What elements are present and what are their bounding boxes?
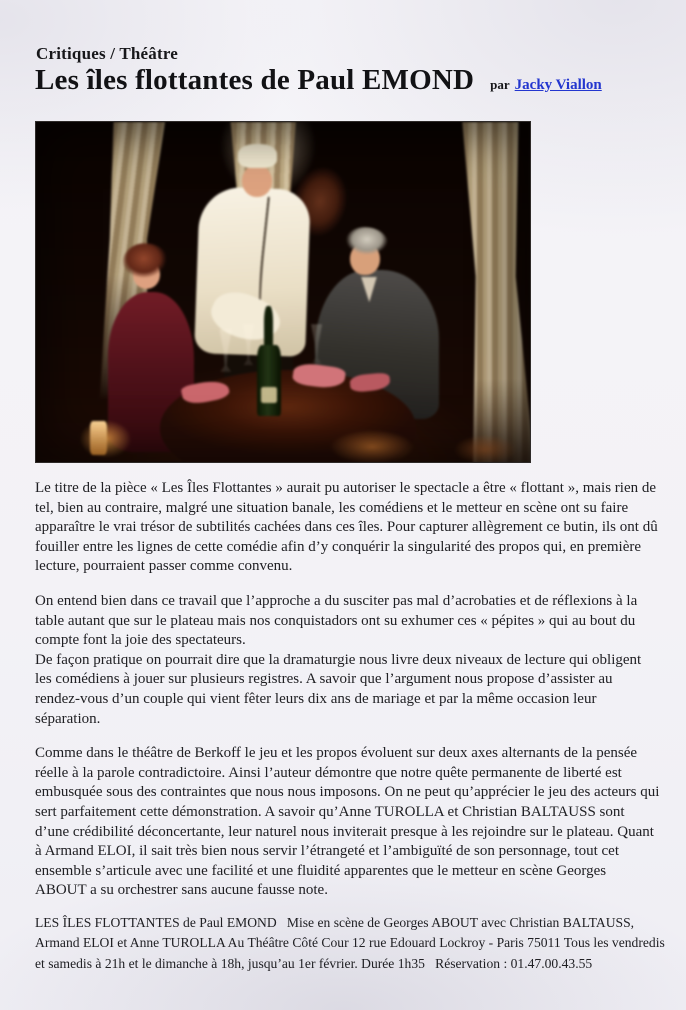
wine-bottle-neck [264,306,273,350]
production-photo [35,121,531,463]
article-paragraph-2a: On entend bien dans ce travail que l’approche a du susciter pas mal d’acrobaties et de réflexions à la table autant que sur le plateau mais nos conquistadors ont su exhumer ces « pépites » qui au bout du compte font la joie des spectateurs. [35,592,638,649]
author-link[interactable]: Jacky Viallon [514,77,602,93]
candle-glow [446,431,525,463]
candle-glow [318,425,427,463]
production-credits: LES ÎLES FLOTTANTES de Paul EMOND Mise en scène de Georges ABOUT avec Christian BALTAUSS, Armand ELOI et Anne TUROLLA Au Théâtre Côté Cour 12 rue Edouard Lockroy - Paris 75011 Tous les vendredis et samedis à 21h et le dimanche à 18h, jusqu’au 1er février. Durée 1h35 Réservation : 01.47.00.43.55 [35,914,665,971]
candle [90,421,107,455]
page-title: Les îles flottantes de Paul EMOND [35,64,475,96]
article-body [35,479,665,974]
byline-prefix: par [490,77,510,92]
waiter-face [242,165,273,197]
article-paragraph-1: Le titre de la pièce « Les Îles Flottantes » aurait pu autoriser le spectacle a être « flottant », mais rien de tel, bien au contraire, malgré une situation banale, les comédiens et le metteur en scène ont su faire apparaître le vrai trésor de subtilités cachées dans ces îles. Pour capturer allègrement ce butin, ils ont dû fouiller entre les lignes de cette comédie afin d’y conquérir la singularité des propos qui, en première lecture, pourraient passer comme convenu. [35,480,658,575]
man-hair [346,227,387,258]
wine-bottle-label [261,387,277,403]
section-heading: Critiques / Théâtre [36,44,178,63]
waiter-hat [238,144,278,168]
article-paragraph-2b: De façon pratique on pourrait dire que la dramaturgie nous livre deux niveaux de lecture qui obligent les comédiens à jouer sur plusieurs registres. A savoir que l’argument nous propose d’assister au rendez-vous d’un couple qui vient fêter leurs dix ans de mariage et par la même occasion leur séparation. [35,651,642,727]
title-row [35,64,665,97]
woman-hair [123,243,169,282]
wine-bottle [257,345,281,416]
byline [490,76,602,94]
photo-scene [36,122,530,462]
article-paragraph-3: Comme dans le théâtre de Berkoff le jeu et les propos évoluent sur deux axes alternants de la pensée réelle à la parole contradictoire. Ainsi l’auteur démontre que notre quête permanente de liberté est embusquée sous des contraintes que nous nous imposons. On ne peut qu’apprécier le jeu des acteurs qui sert parfaitement cette démonstration. A savoir qu’Anne TUROLLA et Christian BALTAUSS sont d’une crédibilité déconcertante, leur naturel nous inviterait presque à les rejoindre sur le plateau. Quant à Armand ELOI, il sait très bien nous servir l’étrangeté et l’ambiguïté de son personnage, tout cet ensemble s’articule avec une facilité et une fluidité apparentes que le metteur en scène Georges ABOUT a su orchestrer sans aucune fausse note. [35,745,660,899]
